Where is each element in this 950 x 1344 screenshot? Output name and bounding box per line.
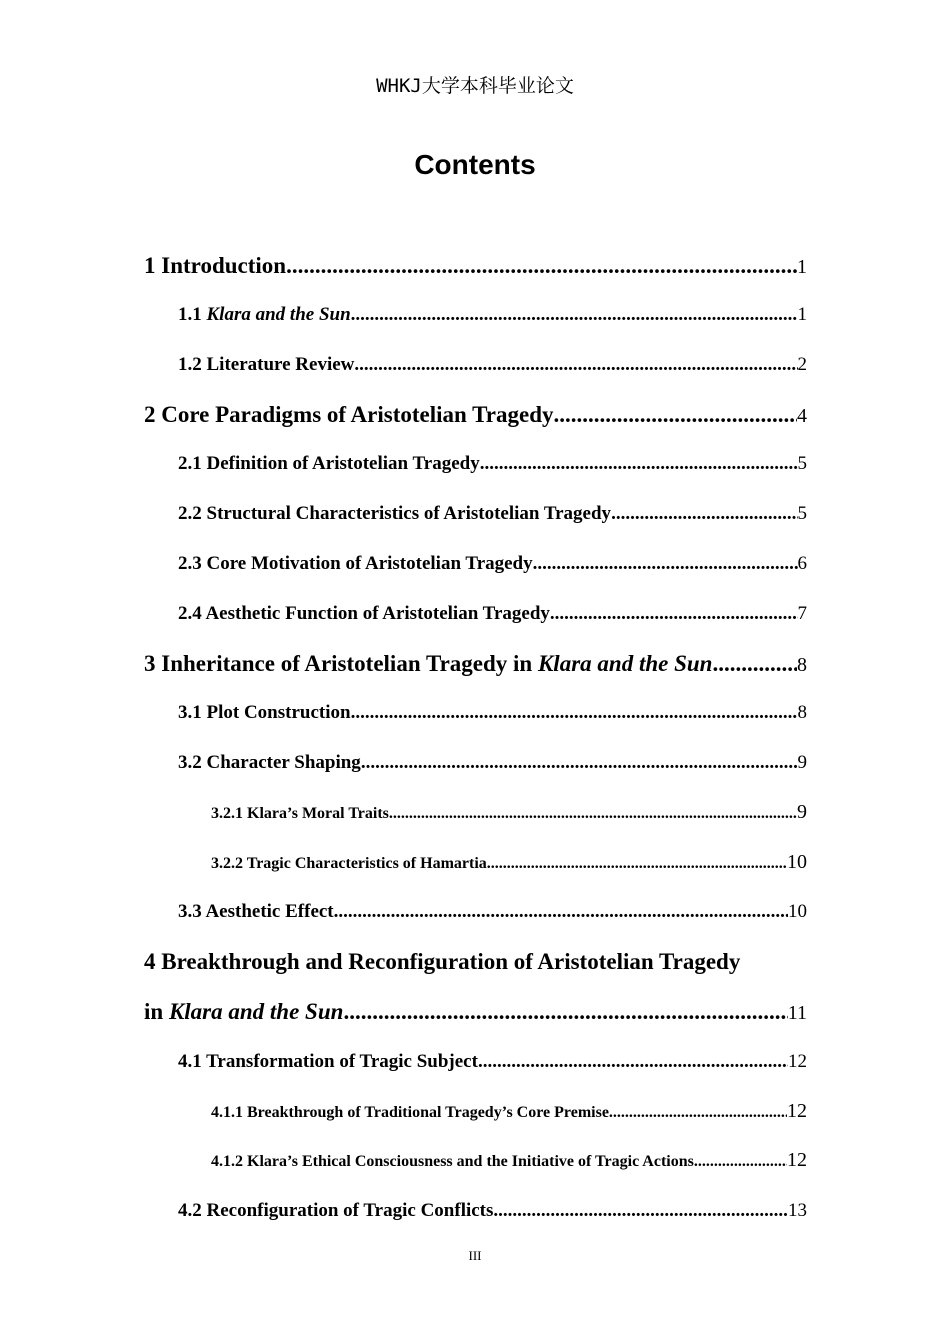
toc-entry-4-line1[interactable]: 4 Breakthrough and Reconfiguration of Aristotelian Tragedy <box>144 949 741 974</box>
toc-page-number: 7 <box>797 603 807 624</box>
toc-page-number: 10 <box>787 851 807 873</box>
toc-entry-4-1-2[interactable] <box>211 1149 807 1173</box>
toc-entry-3-3[interactable] <box>178 899 807 925</box>
dot-leader <box>389 803 797 825</box>
dot-leader <box>343 997 787 1027</box>
toc-page-number: 9 <box>797 752 807 773</box>
toc-entry-1[interactable] <box>144 251 807 282</box>
dot-leader <box>478 1049 788 1075</box>
toc-page-number: 4 <box>797 405 807 427</box>
toc-entry-label <box>144 997 343 1027</box>
toc-entry-label: 2.2 Structural Characteristics of Aristotelian Tragedy <box>178 503 612 524</box>
toc-page-number: 2 <box>797 354 807 375</box>
toc-entry-label: 4.2 Reconfiguration of Tragic Conflicts <box>178 1200 494 1221</box>
toc-entry-label: 2.3 Core Motivation of Aristotelian Tragedy <box>178 553 533 574</box>
toc-page-number: 11 <box>787 1002 807 1024</box>
page-header: WHKJ大学本科毕业论文 <box>376 75 574 97</box>
toc-entry-label: 1.2 Literature Review <box>178 354 355 375</box>
toc-entry-2[interactable] <box>144 400 807 431</box>
dot-leader <box>354 352 797 378</box>
toc-entry-1-1[interactable] <box>178 302 807 328</box>
page-title: Contents <box>414 149 536 180</box>
toc-entry-label: 3.3 Aesthetic Effect <box>178 901 334 922</box>
toc-entry-2-3[interactable] <box>178 551 807 577</box>
toc-page-number: 5 <box>797 503 807 524</box>
dot-leader <box>533 551 798 577</box>
toc-entry-prefix: 3 Inheritance of Aristotelian Tragedy in <box>144 651 538 676</box>
toc-entry-prefix: in <box>144 999 169 1024</box>
toc-page-number: 12 <box>787 1100 807 1122</box>
toc-entry-label: 3.1 Plot Construction <box>178 702 351 723</box>
toc-entry-3-2-1[interactable] <box>211 801 807 825</box>
dot-leader <box>487 853 787 875</box>
toc-entry-1-2[interactable] <box>178 352 807 378</box>
toc-entry-2-4[interactable] <box>178 601 807 627</box>
toc-entry-italic-title: Klara and the Sun <box>206 304 351 325</box>
toc-page-number: 8 <box>797 702 807 723</box>
toc-entry-4[interactable] <box>144 997 807 1028</box>
toc-entry-label: 3.2.2 Tragic Characteristics of Hamartia <box>211 855 487 872</box>
toc-entry-label: 2 Core Paradigms of Aristotelian Tragedy <box>144 402 554 427</box>
toc-entry-italic-title: Klara and the Sun <box>168 999 344 1024</box>
dot-leader <box>480 451 798 477</box>
dot-leader <box>554 400 798 430</box>
dot-leader <box>361 750 798 776</box>
toc-page-number: 5 <box>797 453 807 474</box>
toc-entry-label: 3.2 Character Shaping <box>178 752 361 773</box>
toc-entry-3-2-2[interactable] <box>211 851 807 875</box>
dot-leader <box>609 1102 787 1124</box>
toc-page-number: 9 <box>797 801 807 823</box>
toc-page-number: 6 <box>797 553 807 574</box>
toc-entry-3-2[interactable] <box>178 750 807 776</box>
toc-entry-label: 4.1.1 Breakthrough of Traditional Tragedy’s Core Premise <box>211 1104 609 1121</box>
toc-entry-label: 1 Introduction <box>144 253 287 278</box>
toc-entry-4-2[interactable] <box>178 1198 807 1224</box>
toc-page-number: 8 <box>797 654 807 676</box>
toc-page-number: 12 <box>787 1149 807 1171</box>
dot-leader <box>712 649 797 679</box>
toc-entry-label: 4.1.2 Klara’s Ethical Consciousness and the Initiative of Tragic Actions <box>211 1153 694 1170</box>
toc-entry-number: 1.1 <box>178 304 207 325</box>
dot-leader <box>334 899 788 925</box>
dot-leader <box>351 302 798 328</box>
dot-leader <box>351 700 798 726</box>
toc-entry-label <box>178 302 351 328</box>
toc-entry-2-2[interactable] <box>178 501 807 527</box>
toc-page-number: 12 <box>788 1051 807 1072</box>
dot-leader <box>493 1198 788 1224</box>
toc-entry-4-1-1[interactable] <box>211 1100 807 1124</box>
dot-leader <box>694 1151 787 1173</box>
toc-entry-4-1[interactable] <box>178 1049 807 1075</box>
toc-entry-label: 2.1 Definition of Aristotelian Tragedy <box>178 453 480 474</box>
toc-page-number: 10 <box>788 901 807 922</box>
toc-entry-3-1[interactable] <box>178 700 807 726</box>
toc-entry-label: 2.4 Aesthetic Function of Aristotelian Tragedy <box>178 603 550 624</box>
toc-page-number: 1 <box>797 304 807 325</box>
page-number-footer: III <box>468 1248 482 1263</box>
toc-entry-italic-title: Klara and the Sun <box>537 651 713 676</box>
toc-entry-2-1[interactable] <box>178 451 807 477</box>
dot-leader <box>286 251 797 281</box>
toc-page-number: 13 <box>788 1200 807 1221</box>
toc-page-number: 1 <box>797 256 807 278</box>
dot-leader <box>611 501 797 527</box>
toc-entry-3[interactable] <box>144 649 807 680</box>
toc-entry-label: 3.2.1 Klara’s Moral Traits <box>211 805 389 822</box>
dot-leader <box>550 601 798 627</box>
toc-entry-label: 4.1 Transformation of Tragic Subject <box>178 1051 478 1072</box>
toc-entry-label <box>144 649 712 679</box>
